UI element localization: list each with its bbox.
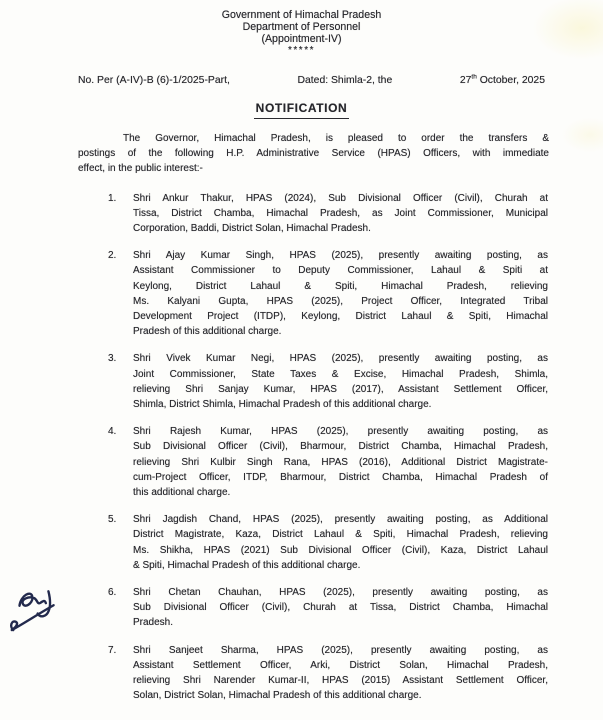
date-value	[460, 73, 545, 88]
item-number: 3.	[108, 353, 117, 365]
list-item	[108, 191, 548, 237]
text-line: Joint Commissioner, State Taxes & Excise, Himachal Pradesh, Shimla,	[133, 368, 548, 380]
text-line: Shri Rajesh Kumar, HPAS (2025), presently awaiting posting, as	[133, 426, 548, 438]
item-number: 5.	[108, 514, 117, 526]
date-month-year: October, 2025	[476, 75, 545, 86]
text-line: Pradesh of this additional charge.	[133, 326, 282, 338]
text-line: Shri Vivek Kumar Negi, HPAS (2025), presently awaiting posting, as	[133, 353, 548, 365]
text-line: Sub Divisional Officer (Civil), Bharmour, District Chamba, Himachal Pradesh,	[133, 441, 548, 453]
item-text	[133, 424, 548, 500]
item-text	[133, 191, 548, 237]
list-item	[108, 351, 548, 412]
text-line: relieving Shri Kulbir Singh Rana, HPAS (2016), Additional District Magistrate-	[133, 456, 548, 468]
text-line: & Spiti, Himachal Pradesh of this additional charge.	[133, 559, 361, 571]
text-line: effect, in the public interest:-	[78, 163, 203, 175]
org-name: Government of Himachal Pradesh	[221, 9, 382, 21]
list-item	[108, 643, 548, 704]
department-name: Department of Personnel	[242, 21, 361, 33]
text-line: Assistant Settlement Officer, Arki, District Solan, Himachal Pradesh,	[133, 659, 548, 671]
dated-label: Dated: Shimla-2, the	[297, 75, 393, 86]
text-line: Shri Ankur Thakur, HPAS (2024), Sub Divisional Officer (Civil), Churah at	[133, 192, 548, 204]
transfer-order-list	[0, 191, 548, 704]
text-line: Sub Divisional Officer (Civil), Churah at Tissa, District Chamba, Himachal	[133, 602, 548, 614]
letterhead	[0, 0, 603, 56]
page-title: NOTIFICATION	[254, 101, 350, 119]
item-text	[133, 351, 548, 412]
text-line: cum-Project Officer, ITDP, Bharmour, District Chamba, Himachal Pradesh of	[133, 471, 548, 483]
item-number: 1.	[108, 192, 117, 204]
item-text	[133, 512, 548, 573]
file-number: No. Per (A-IV)-B (6)-1/2025-Part,	[78, 75, 230, 86]
item-text	[133, 585, 548, 631]
title-wrap	[0, 101, 603, 119]
text-line: Shri Ajay Kumar Singh, HPAS (2025), presently awaiting posting, as	[133, 250, 548, 262]
text-line: District Magistrate, Kaza, District Lahaul & Spiti, Himachal Pradesh, relieving	[133, 529, 548, 541]
reference-row	[0, 73, 603, 88]
list-item	[108, 248, 548, 339]
item-number: 2.	[108, 250, 117, 262]
text-line: Shimla, District Shimla, Himachal Pradesh of this additional charge.	[133, 398, 432, 410]
text-line: Shri Chetan Chauhan, HPAS (2025), presently awaiting posting, as	[133, 586, 548, 598]
text-line: Keylong, District Lahaul & Spiti, Himachal Pradesh, relieving	[133, 280, 548, 292]
text-line: Ms. Shikha, HPAS (2021) Sub Divisional Officer (Civil), Kaza, District Lahaul	[133, 544, 548, 556]
text-line: Ms. Kalyani Gupta, HPAS (2025), Project Officer, Integrated Tribal	[133, 295, 548, 307]
section-name: (Appointment-IV)	[261, 33, 342, 45]
list-item	[108, 585, 548, 631]
item-number: 4.	[108, 426, 117, 438]
text-line: Solan, District Solan, Himachal Pradesh of this additional charge.	[133, 690, 422, 702]
text-line: The Governor, Himachal Pradesh, is pleased to order the transfers &	[123, 132, 549, 144]
text-line: relieving Shri Narender Kumar-II, HPAS (2015) Assistant Settlement Officer,	[133, 675, 548, 686]
text-line: Shri Sanjeet Sharma, HPAS (2025), presently awaiting posting, as	[133, 644, 548, 656]
item-number: 7.	[108, 644, 117, 656]
intro-paragraph	[78, 131, 549, 177]
item-text	[133, 643, 548, 704]
date-day: 27	[459, 75, 472, 86]
text-line: relieving Shri Sanjay Kumar, HPAS (2017), Assistant Settlement Officer,	[133, 383, 548, 395]
text-line: Tissa, District Chamba, Himachal Pradesh, as Joint Commissioner, Municipal	[133, 207, 548, 219]
text-line: postings of the following H.P. Administrative Service (HPAS) Officers, with immediate	[78, 148, 549, 160]
handwritten-signature-icon	[6, 582, 64, 644]
text-line: Corporation, Baddi, District Solan, Himachal Pradesh.	[133, 222, 371, 234]
star-separator: *****	[288, 45, 315, 56]
text-line: Assistant Commissioner to Deputy Commissioner, Lahaul & Spiti at	[133, 265, 548, 277]
text-line: Pradesh.	[133, 617, 174, 629]
text-line: Shri Jagdish Chand, HPAS (2025), presently awaiting posting, as Additional	[133, 514, 548, 526]
text-line: Development Project (ITDP), Keylong, District Lahaul & Spiti, Himachal	[133, 310, 548, 322]
list-item	[108, 512, 548, 573]
list-item	[108, 424, 548, 500]
item-number: 6.	[108, 586, 117, 598]
item-text	[133, 248, 548, 339]
text-line: this additional charge.	[133, 486, 231, 498]
date-ordinal: th	[471, 73, 477, 81]
